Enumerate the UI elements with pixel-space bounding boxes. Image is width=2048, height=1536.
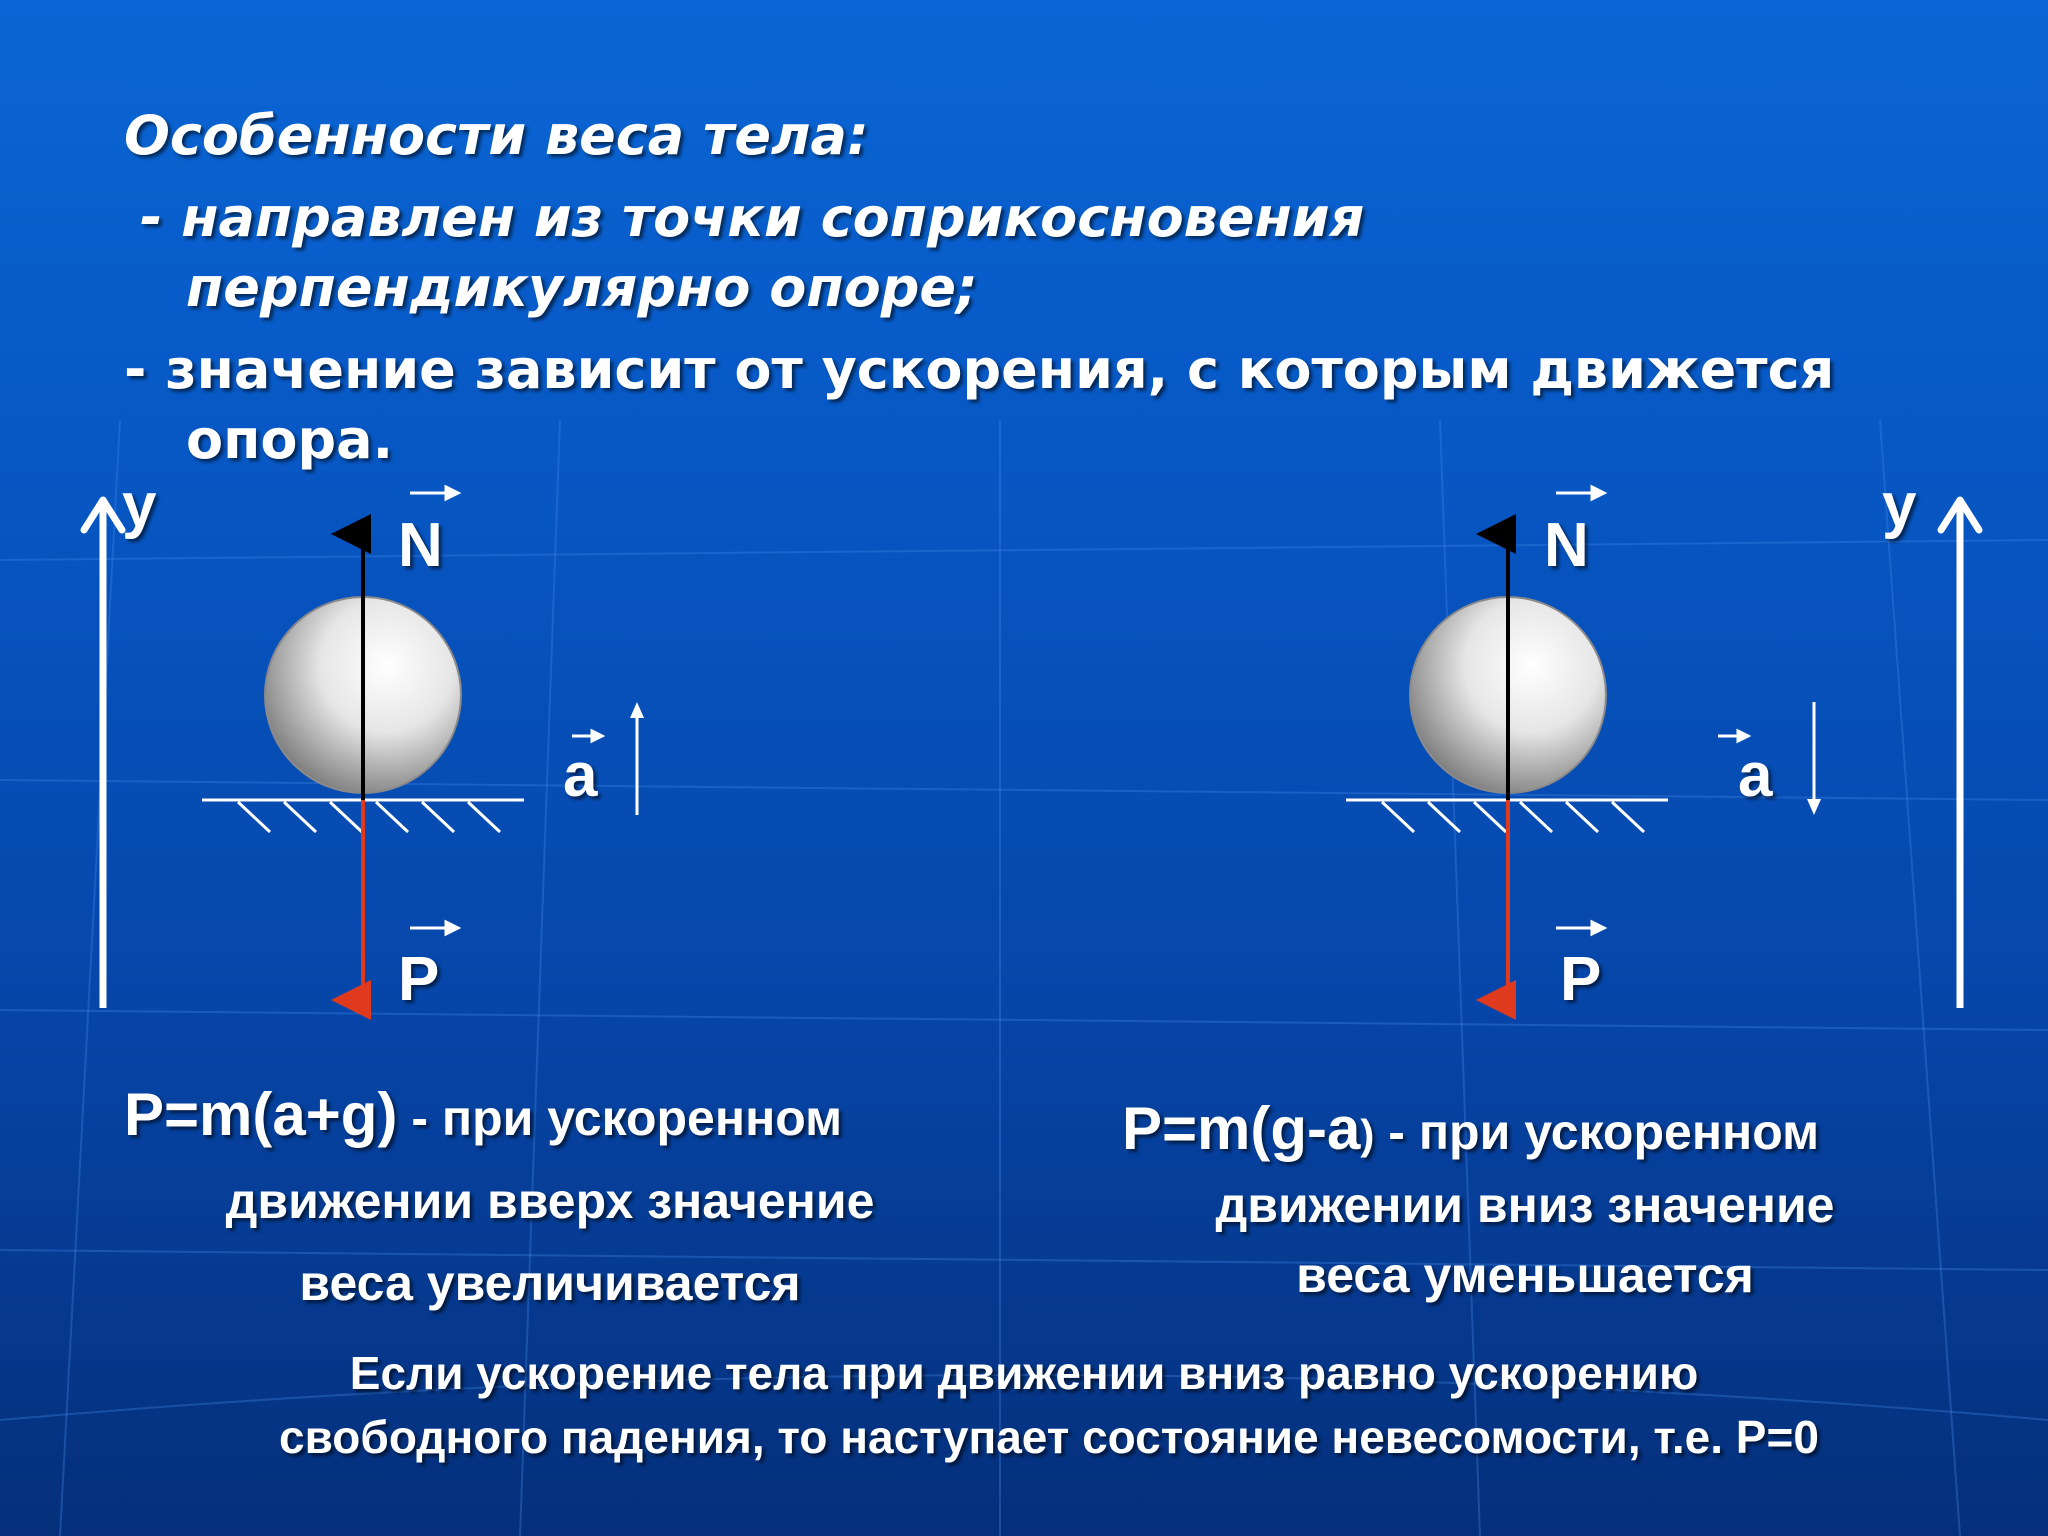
left-formula-line (124, 1080, 842, 1149)
right-caption-line-3: веса уменьшается (1296, 1247, 1754, 1303)
right-accel-label: a (1738, 741, 1773, 810)
right-formula: P=m(g-a (1122, 1095, 1361, 1162)
left-accel-label: a (563, 741, 598, 810)
left-caption-line-3: веса увеличивается (299, 1255, 801, 1311)
right-formula-paren: ) (1360, 1111, 1375, 1158)
bullet-2-line-1: - значение зависит от ускорения, с которым движется (124, 338, 1835, 401)
left-formula-description: - при ускоренном (397, 1090, 843, 1146)
right-y-axis (1941, 500, 1979, 1008)
left-caption-line-2: движении вверх значение (225, 1173, 875, 1229)
footer-line-1: Если ускорение тела при движении вниз равно ускорению (349, 1347, 1699, 1399)
left-accel-arrow (630, 702, 644, 815)
slide-heading: Особенности веса тела: (124, 104, 869, 167)
right-weight-label: P (1560, 945, 1602, 1014)
left-formula: P=m(a+g) (124, 1081, 398, 1148)
left-weight-label: P (398, 945, 440, 1014)
right-y-axis-label: у (1882, 471, 1917, 540)
bullet-2-line-2: опора. (186, 408, 394, 471)
right-normal-label: N (1544, 511, 1589, 580)
left-y-axis-label: у (122, 471, 157, 540)
right-formula-description: - при ускоренном (1374, 1104, 1820, 1160)
right-caption-line-2: движении вниз значение (1215, 1177, 1835, 1233)
right-accel-arrow (1807, 702, 1821, 815)
right-formula-line (1122, 1094, 1819, 1163)
left-y-axis (84, 500, 122, 1008)
bullet-1-line-2: перпендикулярно опоре; (186, 256, 978, 319)
bullet-1-line-1: - направлен из точки соприкосновения (140, 186, 1365, 249)
left-normal-label: N (398, 511, 443, 580)
footer-line-2: свободного падения, то наступает состояние невесомости, т.е. Р=0 (279, 1411, 1819, 1463)
